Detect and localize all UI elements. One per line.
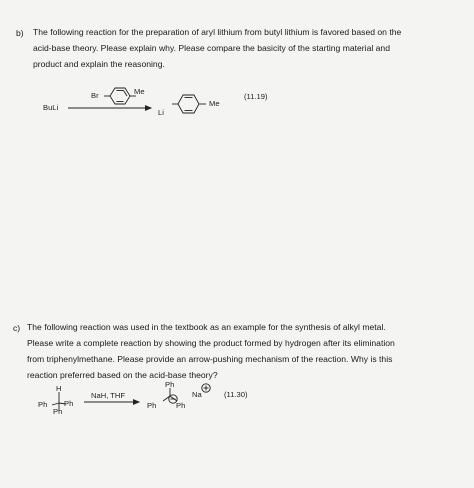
part-b-label: b) <box>16 28 24 38</box>
part-b-line-2: acid-base theory. Please explain why. Please compare the basicity of the starting material and <box>33 43 390 53</box>
hydrogen-label: H <box>56 384 62 393</box>
tolyllithium-structure <box>172 95 206 113</box>
equation-number-11-30: (11.30) <box>224 390 248 399</box>
phenyl-bottom-label: Ph <box>53 407 63 416</box>
phenyl-top-product-label: Ph <box>165 380 175 389</box>
butyllithium-label: BuLi <box>43 103 59 112</box>
methyl-label-reactant: Me <box>134 87 145 96</box>
part-c-line-2: Please write a complete reaction by showing the product formed by hydrogen after its elimination <box>27 338 395 348</box>
part-c-line-1: The following reaction was used in the textbook as an example for the synthesis of alkyl metal. <box>27 322 386 332</box>
part-b-line-3: product and explain the reasoning. <box>33 59 165 69</box>
lithium-label: Li <box>158 108 164 117</box>
sodium-charge-icon <box>202 384 210 392</box>
reagent-label: NaH, THF <box>91 391 126 400</box>
phenyl-left-product-label: Ph <box>147 401 157 410</box>
phenyl-right-product-label: Ph <box>176 401 186 410</box>
part-c-label: c) <box>13 323 21 333</box>
phenyl-right-label: Ph <box>64 399 74 408</box>
reaction-arrow-11-30 <box>84 400 139 405</box>
part-b-line-1: The following reaction for the preparation of aryl lithium from butyl lithium is favored based on the <box>33 27 402 37</box>
phenyl-left-label: Ph <box>38 400 48 409</box>
part-c-line-4: reaction preferred based on the acid-base theory? <box>27 370 218 380</box>
methyl-label-product: Me <box>209 99 220 108</box>
reaction-arrow-11-19 <box>68 106 151 111</box>
part-c-line-3: from triphenylmethane. Please provide an arrow-pushing mechanism of the reaction. Why is this <box>27 354 393 364</box>
equation-number-11-19: (11.19) <box>244 92 268 101</box>
bromine-label: Br <box>91 91 99 100</box>
bromotoluene-structure <box>104 88 136 104</box>
sodium-label: Na <box>192 390 202 399</box>
